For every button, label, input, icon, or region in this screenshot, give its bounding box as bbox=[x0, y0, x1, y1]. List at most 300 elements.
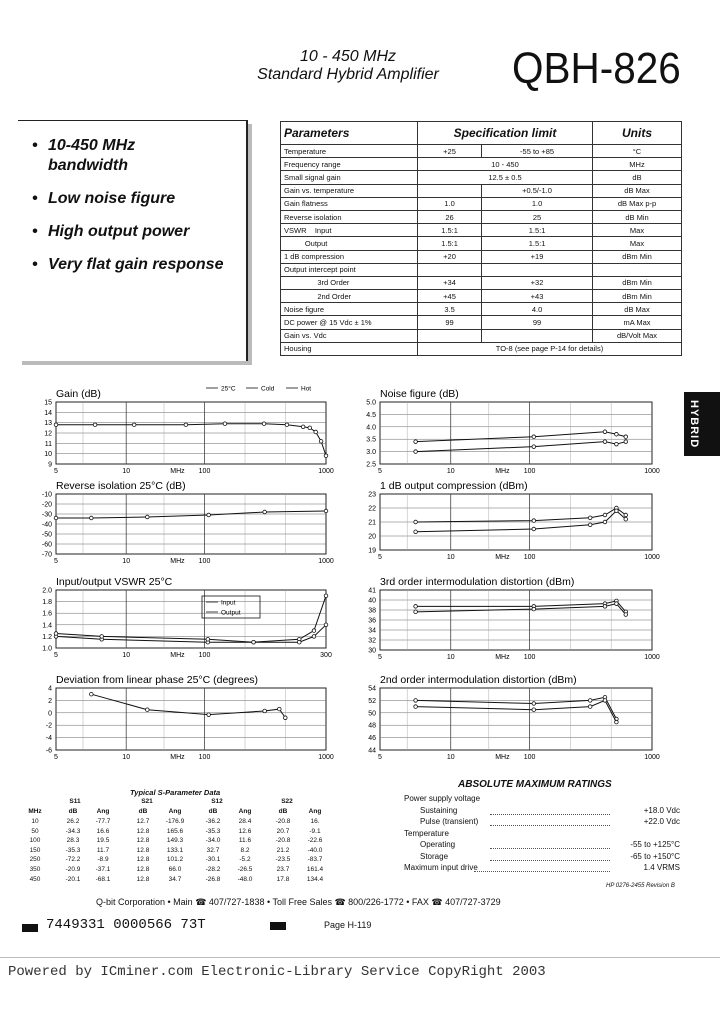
x-tick-label: MHz bbox=[495, 754, 510, 761]
x-tick-label: 5 bbox=[54, 652, 58, 659]
x-tick-label: 10 bbox=[446, 468, 455, 475]
y-tick-label: -4 bbox=[45, 735, 52, 743]
y-tick-label: 50 bbox=[368, 710, 376, 718]
y-tick-label: -50 bbox=[41, 531, 52, 539]
spec-cell: Output intercept point bbox=[281, 263, 418, 276]
sparam-cell: 8.2 bbox=[240, 846, 250, 854]
data-point bbox=[324, 454, 328, 458]
data-point bbox=[93, 423, 97, 427]
sparam-cell: -20.9 bbox=[65, 866, 81, 873]
x-tick-label: 100 bbox=[198, 558, 211, 565]
sparam-cell: -34.3 bbox=[65, 827, 81, 835]
data-point bbox=[603, 605, 607, 609]
rating-label: Storage bbox=[420, 851, 449, 861]
y-tick-label: -6 bbox=[45, 747, 52, 755]
sparam-cell: -48.0 bbox=[237, 875, 253, 883]
y-tick-label: 2.5 bbox=[366, 461, 376, 469]
sparam-table bbox=[20, 798, 370, 890]
x-tick-label: 5 bbox=[378, 554, 382, 561]
sparam-cell: 12.8 bbox=[136, 827, 150, 835]
spec-row bbox=[281, 250, 682, 263]
data-point bbox=[414, 530, 418, 534]
spec-cell: °C bbox=[593, 145, 682, 158]
spec-cell: 99 bbox=[418, 316, 482, 329]
spec-cell bbox=[418, 263, 482, 276]
chart-title: Reverse isolation 25°C (dB) bbox=[56, 480, 186, 492]
x-tick-label: 5 bbox=[54, 558, 58, 565]
sparam-cell: -176.9 bbox=[165, 818, 185, 825]
data-point bbox=[284, 716, 288, 720]
y-tick-label: 15 bbox=[44, 399, 52, 407]
data-point bbox=[414, 440, 418, 444]
data-point bbox=[532, 519, 536, 523]
sparam-group-label: S22 bbox=[281, 798, 293, 805]
x-tick-label: 10 bbox=[122, 558, 131, 565]
data-point bbox=[603, 430, 607, 434]
data-point bbox=[615, 509, 619, 513]
header-parameters: Parameters bbox=[281, 122, 418, 145]
sparam-cell: -35.3 bbox=[65, 846, 81, 854]
x-tick-label: 1000 bbox=[644, 654, 660, 661]
spec-row bbox=[281, 224, 682, 237]
data-point bbox=[624, 440, 628, 444]
y-tick-label: 41 bbox=[368, 587, 376, 595]
sparam-cell: 12.8 bbox=[136, 866, 150, 873]
sparam-cell: -68.1 bbox=[95, 875, 111, 883]
y-tick-label: 4.5 bbox=[366, 411, 376, 419]
data-point bbox=[90, 692, 94, 696]
sparam-col-header: dB bbox=[208, 808, 218, 815]
data-point bbox=[615, 432, 619, 436]
sparam-cell: 12.8 bbox=[136, 837, 150, 845]
y-tick-label: -60 bbox=[41, 541, 52, 549]
data-point bbox=[532, 527, 536, 531]
y-tick-label: -20 bbox=[41, 501, 52, 509]
sparam-col-header: dB bbox=[278, 808, 288, 815]
sparam-cell: 16.6 bbox=[96, 827, 110, 835]
sparam-cell: 150 bbox=[29, 846, 41, 854]
legend-label: 25°C bbox=[221, 385, 236, 393]
sparam-cell: -8.9 bbox=[97, 856, 109, 864]
data-point bbox=[624, 513, 628, 517]
y-tick-label: 21 bbox=[368, 519, 376, 527]
y-tick-label: 1.0 bbox=[42, 645, 52, 653]
abs-max-ratings bbox=[404, 794, 680, 874]
spec-row bbox=[281, 158, 682, 171]
data-point bbox=[588, 699, 592, 703]
spec-cell: 12.5 ± 0.5 bbox=[418, 171, 593, 184]
y-tick-label: -10 bbox=[41, 491, 52, 499]
spec-cell: Temperature bbox=[281, 145, 418, 158]
chart-title: Deviation from linear phase 25°C (degrees) bbox=[56, 674, 259, 686]
y-tick-label: 32 bbox=[368, 637, 376, 645]
sparam-cell: 34.7 bbox=[168, 875, 182, 883]
spec-cell: 1.0 bbox=[418, 197, 482, 210]
data-point bbox=[588, 516, 592, 520]
x-tick-label: 5 bbox=[378, 468, 382, 475]
x-tick-label: MHz bbox=[170, 754, 185, 761]
x-tick-label: 10 bbox=[446, 654, 455, 661]
rating-value: +18.0 Vdc bbox=[643, 805, 680, 815]
data-point bbox=[146, 515, 150, 519]
series-line bbox=[416, 432, 626, 442]
data-point bbox=[603, 699, 607, 703]
y-tick-label: -30 bbox=[41, 511, 52, 519]
data-point bbox=[324, 594, 328, 598]
page-number: Page H-119 bbox=[324, 920, 372, 930]
performance-charts bbox=[0, 380, 720, 780]
sparam-cell: 250 bbox=[29, 856, 41, 864]
chart-title: Gain (dB) bbox=[56, 388, 101, 400]
sparam-cell: 28.4 bbox=[238, 818, 252, 825]
data-point bbox=[532, 607, 536, 611]
data-point bbox=[532, 445, 536, 449]
y-tick-label: 10 bbox=[44, 451, 52, 459]
spec-row bbox=[281, 276, 682, 289]
rating-value: 1.4 VRMS bbox=[643, 863, 680, 872]
chart-title: 3rd order intermodulation distortion (dBm) bbox=[380, 576, 575, 588]
data-point bbox=[314, 430, 318, 434]
data-point bbox=[262, 422, 266, 426]
sparam-cell: 16. bbox=[310, 818, 320, 825]
spec-cell: 1.5:1 bbox=[482, 224, 593, 237]
sparam-col-header: Ang bbox=[308, 808, 322, 815]
sparam-cell: 101.2 bbox=[166, 856, 184, 864]
x-tick-label: 10 bbox=[122, 468, 131, 475]
powered-by-notice: Powered by ICminer.com Electronic-Library Service CopyRight 2003 bbox=[8, 964, 546, 980]
sparam-cell: -22.6 bbox=[307, 837, 323, 845]
data-point bbox=[301, 425, 305, 429]
spec-cell: dB Max bbox=[593, 303, 682, 316]
y-tick-label: 54 bbox=[368, 685, 376, 693]
spec-cell: +34 bbox=[418, 276, 482, 289]
y-tick-label: 23 bbox=[368, 491, 376, 499]
chart-title: Input/output VSWR 25°C bbox=[56, 576, 173, 588]
data-point bbox=[588, 705, 592, 709]
data-point bbox=[615, 602, 619, 606]
spec-cell: dBm Min bbox=[593, 290, 682, 303]
y-tick-label: 1.2 bbox=[42, 633, 52, 641]
spec-cell: Housing bbox=[281, 342, 418, 355]
x-tick-label: 1000 bbox=[644, 554, 660, 561]
sparam-cell: 26.2 bbox=[66, 818, 80, 825]
sparam-col-header: dB bbox=[138, 808, 148, 815]
chart-title: 1 dB output compression (dBm) bbox=[380, 480, 528, 492]
spec-cell: 2nd Order bbox=[281, 290, 418, 303]
sparam-cell: -26.5 bbox=[237, 866, 253, 873]
data-point bbox=[615, 720, 619, 724]
data-point bbox=[285, 423, 289, 427]
x-tick-label: MHz bbox=[495, 468, 510, 475]
sparam-cell: -20.8 bbox=[275, 818, 291, 825]
spec-cell: Max bbox=[593, 237, 682, 250]
data-point bbox=[54, 632, 58, 636]
x-tick-label: 5 bbox=[54, 754, 58, 761]
y-tick-label: 3.0 bbox=[366, 449, 376, 457]
x-tick-label: 1000 bbox=[318, 754, 334, 761]
data-point bbox=[532, 702, 536, 706]
y-tick-label: 1.4 bbox=[42, 622, 52, 630]
sparam-cell: -26.8 bbox=[205, 875, 221, 883]
data-point bbox=[603, 520, 607, 524]
spec-cell: 1.5:1 bbox=[482, 237, 593, 250]
y-tick-label: 48 bbox=[368, 722, 376, 730]
spec-cell: 1.5:1 bbox=[418, 237, 482, 250]
y-tick-label: 0 bbox=[48, 710, 52, 718]
spec-cell: DC power @ 15 Vdc ± 1% bbox=[281, 316, 418, 329]
spec-cell: VSWR Input bbox=[281, 224, 418, 237]
spec-cell: Frequency range bbox=[281, 158, 418, 171]
data-point bbox=[54, 423, 58, 427]
header-units: Units bbox=[593, 122, 682, 145]
x-tick-label: 100 bbox=[198, 652, 211, 659]
leader-dots bbox=[490, 825, 610, 826]
y-tick-label: 46 bbox=[368, 735, 376, 743]
sparam-col-header: MHz bbox=[28, 808, 42, 815]
chart-title: Noise figure (dB) bbox=[380, 388, 459, 400]
sparam-cell: 12.8 bbox=[136, 875, 150, 883]
sparam-cell: 19.5 bbox=[96, 837, 110, 845]
spec-cell: 25 bbox=[482, 210, 593, 223]
y-tick-label: 3.5 bbox=[366, 436, 376, 444]
sparam-cell: 350 bbox=[29, 866, 41, 873]
spec-cell bbox=[482, 329, 593, 342]
sparam-cell: -23.5 bbox=[275, 856, 291, 864]
barcode-mark-left bbox=[22, 924, 38, 932]
x-tick-label: 300 bbox=[320, 652, 332, 659]
sparam-cell: 161.4 bbox=[306, 866, 324, 873]
y-tick-label: 4.0 bbox=[366, 424, 376, 432]
data-point bbox=[297, 640, 301, 644]
sparam-cell: 20.7 bbox=[276, 827, 290, 835]
data-point bbox=[414, 605, 418, 609]
leader-dots bbox=[474, 871, 610, 872]
x-tick-label: 10 bbox=[446, 554, 455, 561]
y-tick-label: -40 bbox=[41, 521, 52, 529]
x-tick-label: 100 bbox=[523, 554, 536, 561]
sparam-cell: -36.2 bbox=[205, 818, 221, 825]
data-point bbox=[414, 705, 418, 709]
spec-cell bbox=[418, 184, 482, 197]
sparam-cell: -40.0 bbox=[307, 846, 323, 854]
spec-cell: dB Max p-p bbox=[593, 197, 682, 210]
sparam-cell: 10 bbox=[31, 818, 39, 825]
data-point bbox=[319, 439, 323, 443]
data-point bbox=[414, 520, 418, 524]
data-point bbox=[146, 708, 150, 712]
spec-cell: Max bbox=[593, 224, 682, 237]
sparam-cell: 28.3 bbox=[66, 837, 80, 845]
sparam-title: Typical S-Parameter Data bbox=[130, 788, 221, 797]
sparam-cell: 50 bbox=[31, 827, 39, 835]
spec-cell: Gain vs. Vdc bbox=[281, 329, 418, 342]
series-line bbox=[416, 604, 626, 615]
data-point bbox=[278, 707, 282, 711]
data-point bbox=[207, 713, 211, 717]
data-point bbox=[90, 516, 94, 520]
data-point bbox=[54, 516, 58, 520]
sparam-col-header: Ang bbox=[238, 808, 252, 815]
spec-cell: +0.5/-1.0 bbox=[482, 184, 593, 197]
header-spec-limit: Specification limit bbox=[418, 122, 593, 145]
spec-cell: dBm Min bbox=[593, 276, 682, 289]
x-tick-label: MHz bbox=[170, 652, 185, 659]
data-point bbox=[324, 623, 328, 627]
data-point bbox=[312, 635, 316, 639]
y-tick-label: 12 bbox=[44, 430, 52, 438]
sparam-cell: -9.1 bbox=[309, 827, 321, 835]
legend-label: Output bbox=[221, 609, 241, 617]
rating-label: Sustaining bbox=[420, 805, 458, 815]
spec-cell: dB Max bbox=[593, 184, 682, 197]
spec-cell: +32 bbox=[482, 276, 593, 289]
y-tick-label: 36 bbox=[368, 617, 376, 625]
data-point bbox=[223, 422, 227, 426]
spec-row bbox=[281, 145, 682, 158]
spec-cell: 1 dB compression bbox=[281, 250, 418, 263]
x-tick-label: 5 bbox=[378, 754, 382, 761]
sparam-cell: 11.6 bbox=[238, 837, 252, 845]
sparam-cell: 23.7 bbox=[276, 866, 290, 873]
frequency-range-title: 10 - 450 MHz bbox=[299, 48, 397, 65]
spec-cell: Output bbox=[281, 237, 418, 250]
divider bbox=[0, 957, 720, 958]
sparam-cell: -30.1 bbox=[205, 856, 221, 864]
leader-dots bbox=[490, 848, 610, 849]
feature-list: • 10-450 MHz bandwidth • Low noise figure • High output power • Very flat gain response bbox=[18, 120, 248, 361]
sparam-cell: 12.8 bbox=[136, 846, 150, 854]
leader-dots bbox=[490, 860, 610, 861]
sparam-group-label: S12 bbox=[211, 798, 223, 805]
x-tick-label: 5 bbox=[54, 468, 58, 475]
y-tick-label: 44 bbox=[368, 747, 376, 755]
y-tick-label: 40 bbox=[368, 597, 376, 605]
sparam-cell: 66.0 bbox=[168, 866, 182, 873]
y-tick-label: 19 bbox=[368, 547, 376, 555]
rating-label: Power supply voltage bbox=[404, 794, 481, 803]
sparam-cell: 32.7 bbox=[206, 846, 220, 854]
sparam-cell: -35.3 bbox=[205, 827, 221, 835]
sparam-cell: 12.6 bbox=[238, 827, 252, 835]
spec-cell: 1.5:1 bbox=[418, 224, 482, 237]
x-tick-label: 10 bbox=[446, 754, 455, 761]
spec-cell: 4.0 bbox=[482, 303, 593, 316]
data-point bbox=[312, 629, 316, 633]
spec-row bbox=[281, 197, 682, 210]
specification-table bbox=[280, 121, 682, 356]
spec-cell: MHz bbox=[593, 158, 682, 171]
y-tick-label: 9 bbox=[48, 461, 52, 469]
legend-label: Input bbox=[221, 599, 236, 607]
spec-cell: -55 to +85 bbox=[482, 145, 593, 158]
sparam-cell: 12.7 bbox=[136, 818, 150, 825]
spec-cell bbox=[418, 329, 482, 342]
y-tick-label: 52 bbox=[368, 697, 376, 705]
spec-cell: +25 bbox=[418, 145, 482, 158]
sparam-cell: 100 bbox=[29, 837, 41, 845]
sparam-cell: -20.8 bbox=[275, 837, 291, 845]
x-tick-label: MHz bbox=[170, 558, 185, 565]
sparam-cell: 11.7 bbox=[96, 846, 110, 854]
x-tick-label: 100 bbox=[198, 754, 211, 761]
sparam-cell: -83.7 bbox=[307, 856, 323, 864]
rating-label: Maximum input drive bbox=[404, 863, 478, 872]
sparam-cell: -77.7 bbox=[95, 818, 111, 825]
rating-label: Operating bbox=[420, 840, 456, 849]
spec-row bbox=[281, 237, 682, 250]
rating-value: -55 to +125°C bbox=[630, 840, 680, 849]
x-tick-label: 1000 bbox=[318, 468, 334, 475]
data-point bbox=[624, 517, 628, 521]
rating-value: +22.0 Vdc bbox=[643, 817, 680, 826]
data-point bbox=[207, 513, 211, 517]
spec-cell: Noise figure bbox=[281, 303, 418, 316]
x-tick-label: 10 bbox=[122, 754, 131, 761]
rating-value: -65 to +150°C bbox=[630, 851, 680, 861]
doc-number: HP 0276-2455 Revision B bbox=[606, 883, 675, 889]
company-contact: Q-bit Corporation • Main ☎ 407/727-1838 • Toll Free Sales ☎ 800/226-1772 • FAX ☎ 407/727-3729 bbox=[96, 897, 501, 907]
x-tick-label: 1000 bbox=[644, 468, 660, 475]
barcode-mark-right bbox=[270, 922, 286, 930]
spec-cell: 3rd Order bbox=[281, 276, 418, 289]
spec-row bbox=[281, 210, 682, 223]
data-point bbox=[532, 708, 536, 712]
spec-cell: Gain vs. temperature bbox=[281, 184, 418, 197]
sparam-cell: -20.1 bbox=[65, 875, 81, 883]
x-tick-label: MHz bbox=[170, 468, 185, 475]
sparam-cell: -72.2 bbox=[65, 856, 81, 864]
y-tick-label: 38 bbox=[368, 607, 376, 615]
spec-cell: Reverse isolation bbox=[281, 210, 418, 223]
x-tick-label: 100 bbox=[523, 468, 536, 475]
x-tick-label: 100 bbox=[523, 754, 536, 761]
x-tick-label: 10 bbox=[122, 652, 131, 659]
spec-cell: 3.5 bbox=[418, 303, 482, 316]
y-tick-label: -70 bbox=[41, 551, 52, 559]
sparam-cell: 21.2 bbox=[276, 846, 290, 854]
data-point bbox=[532, 435, 536, 439]
section-tab-hybrid: HYBRID bbox=[684, 392, 720, 456]
data-point bbox=[603, 513, 607, 517]
x-tick-label: 100 bbox=[198, 468, 211, 475]
product-subtitle: Standard Hybrid Amplifier bbox=[257, 66, 439, 83]
spec-cell: mA Max bbox=[593, 316, 682, 329]
series-line bbox=[416, 700, 617, 722]
spec-cell: dBm Min bbox=[593, 250, 682, 263]
data-point bbox=[414, 699, 418, 703]
sparam-cell: 134.4 bbox=[306, 875, 324, 883]
data-point bbox=[308, 426, 312, 430]
sparam-cell: 149.3 bbox=[166, 837, 184, 845]
sparam-col-header: Ang bbox=[96, 808, 110, 815]
x-tick-label: MHz bbox=[495, 654, 510, 661]
legend-label: Cold bbox=[261, 385, 275, 393]
sparam-group-label: S11 bbox=[69, 798, 81, 805]
sparam-cell: -28.2 bbox=[205, 866, 221, 873]
sparam-col-header: Ang bbox=[168, 808, 182, 815]
y-tick-label: 4 bbox=[48, 685, 52, 693]
spec-cell: 26 bbox=[418, 210, 482, 223]
y-tick-label: 34 bbox=[368, 627, 376, 635]
spec-row bbox=[281, 263, 682, 276]
data-point bbox=[324, 509, 328, 513]
sparam-group-label: S21 bbox=[141, 798, 153, 805]
sparam-cell: 133.1 bbox=[166, 846, 184, 854]
spec-cell: dB Min bbox=[593, 210, 682, 223]
y-tick-label: 30 bbox=[368, 647, 376, 655]
y-tick-label: 1.8 bbox=[42, 599, 52, 607]
spec-cell: Small signal gain bbox=[281, 171, 418, 184]
